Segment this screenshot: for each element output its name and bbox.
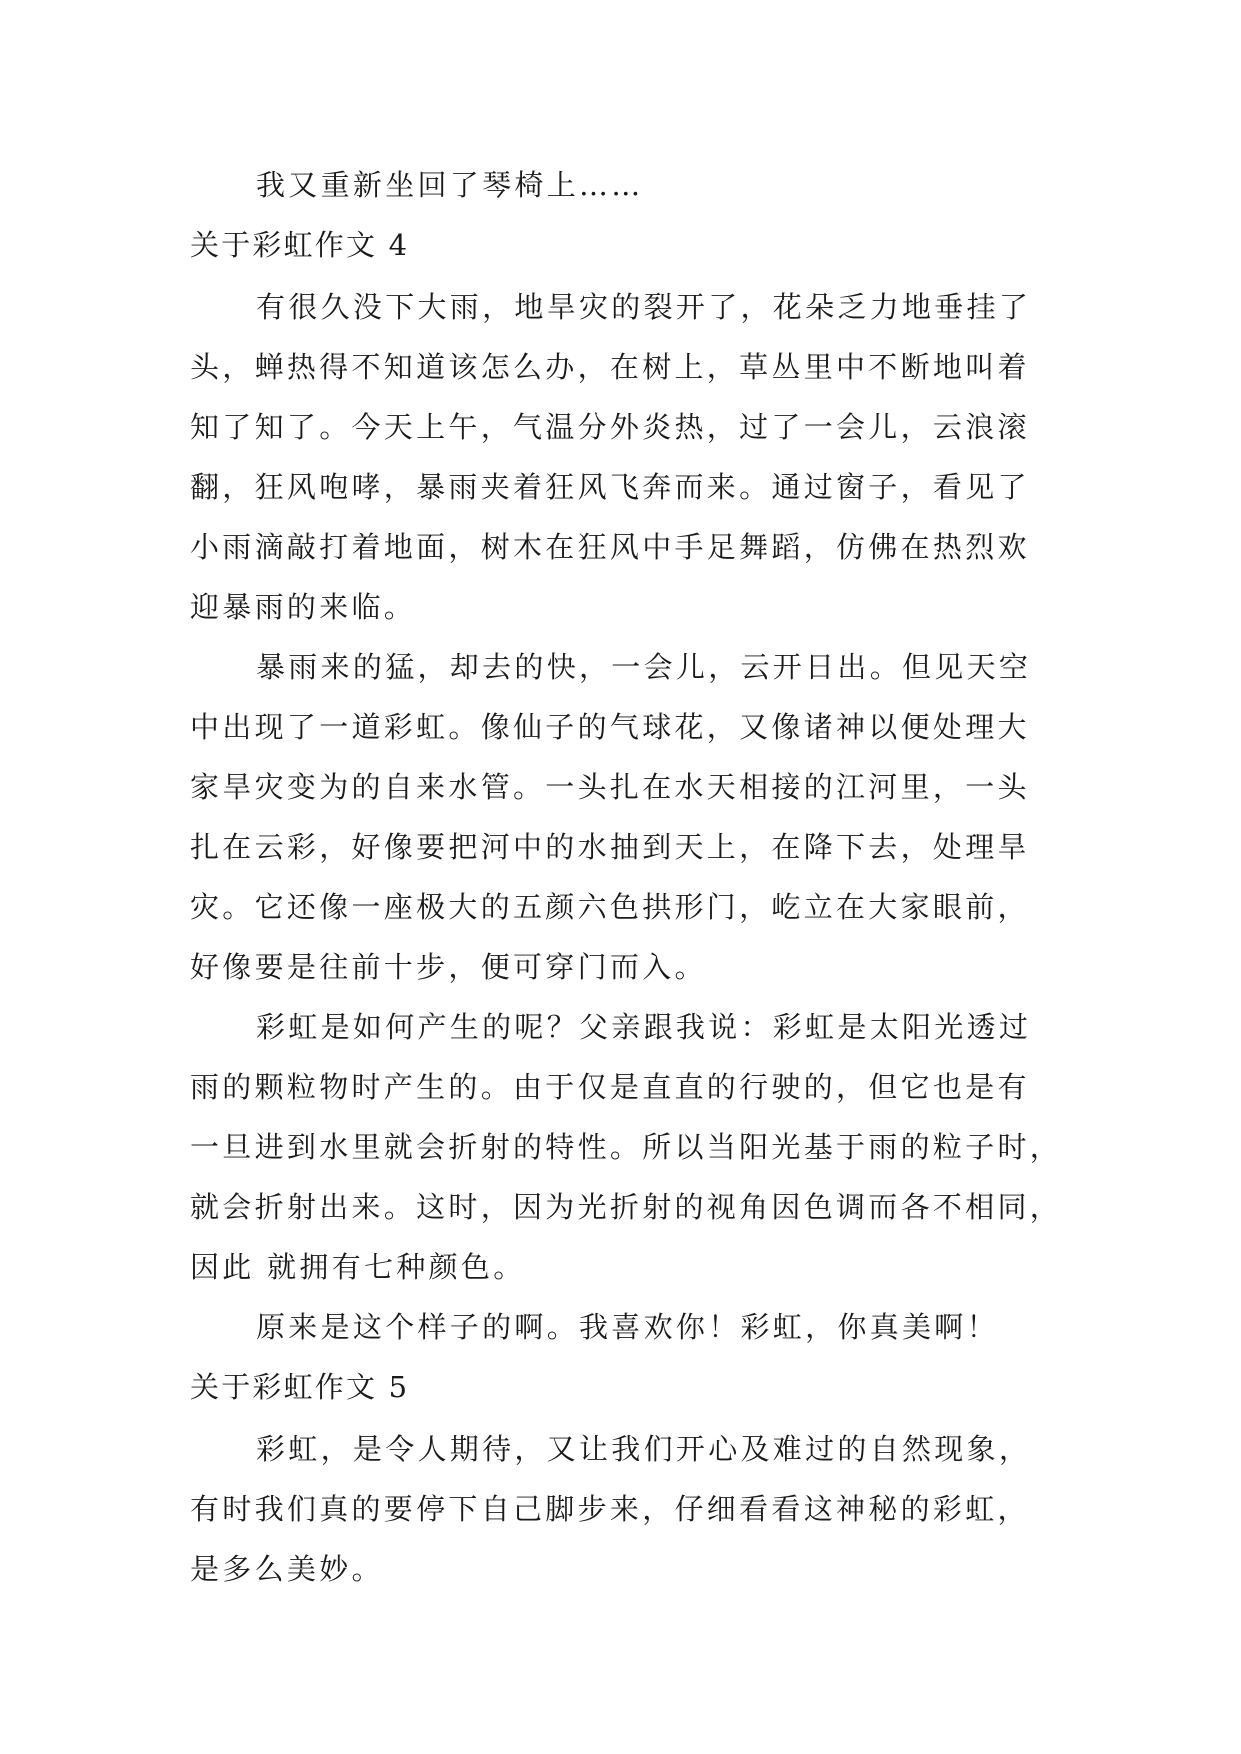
paragraph-line: 就会折射出来。这时，因为光折射的视角因色调而各不相同， (190, 1190, 1063, 1224)
paragraph-line: 有时我们真的要停下自己脚步来，仔细看看这神秘的彩虹， (190, 1492, 1030, 1526)
paragraph-line: 我又重新坐回了琴椅上…… (256, 168, 644, 202)
paragraph-line: 是多么美妙。 (190, 1552, 384, 1586)
paragraph-line: 雨的颗粒物时产生的。由于仅是直直的行驶的，但它也是有 (190, 1070, 1030, 1104)
paragraph-line: 小雨滴敲打着地面，树木在狂风中手足舞蹈，仿佛在热烈欢 (190, 530, 1030, 564)
paragraph-line: 有很久没下大雨，地旱灾的裂开了，花朵乏力地垂挂了 (256, 290, 1032, 324)
paragraph-line: 翻，狂风咆哮，暴雨夹着狂风飞奔而来。通过窗子，看见了 (190, 470, 1030, 504)
section-heading: 关于彩虹作文 4 (190, 228, 410, 262)
paragraph-line: 原来是这个样子的啊。我喜欢你！彩虹，你真美啊！ (256, 1310, 999, 1344)
paragraph-line: 家旱灾变为的自来水管。一头扎在水天相接的江河里，一头 (190, 770, 1030, 804)
paragraph-line: 彩虹是如何产生的呢？父亲跟我说：彩虹是太阳光透过 (256, 1010, 1032, 1044)
paragraph-line: 扎在云彩，好像要把河中的水抽到天上，在降下去，处理旱 (190, 830, 1030, 864)
paragraph-line: 彩虹，是令人期待，又让我们开心及难过的自然现象， (256, 1432, 1032, 1466)
paragraph-line: 迎暴雨的来临。 (190, 590, 417, 624)
paragraph-line: 因此 就拥有七种颜色。 (190, 1250, 526, 1284)
paragraph-line: 知了知了。今天上午，气温分外炎热，过了一会儿，云浪滚 (190, 410, 1030, 444)
paragraph-line: 暴雨来的猛，却去的快，一会儿，云开日出。但见天空 (256, 650, 1032, 684)
paragraph-line: 灾。它还像一座极大的五颜六色拱形门，屹立在大家眼前， (190, 890, 1030, 924)
paragraph-line: 中出现了一道彩虹。像仙子的气球花，又像诸神以便处理大 (190, 710, 1030, 744)
section-heading: 关于彩虹作文 5 (190, 1370, 410, 1404)
paragraph-line: 头，蝉热得不知道该怎么办，在树上，草丛里中不断地叫着 (190, 350, 1030, 384)
paragraph-line: 好像要是往前十步，便可穿门而入。 (190, 950, 707, 984)
paragraph-line: 一旦进到水里就会折射的特性。所以当阳光基于雨的粒子时， (190, 1130, 1063, 1164)
